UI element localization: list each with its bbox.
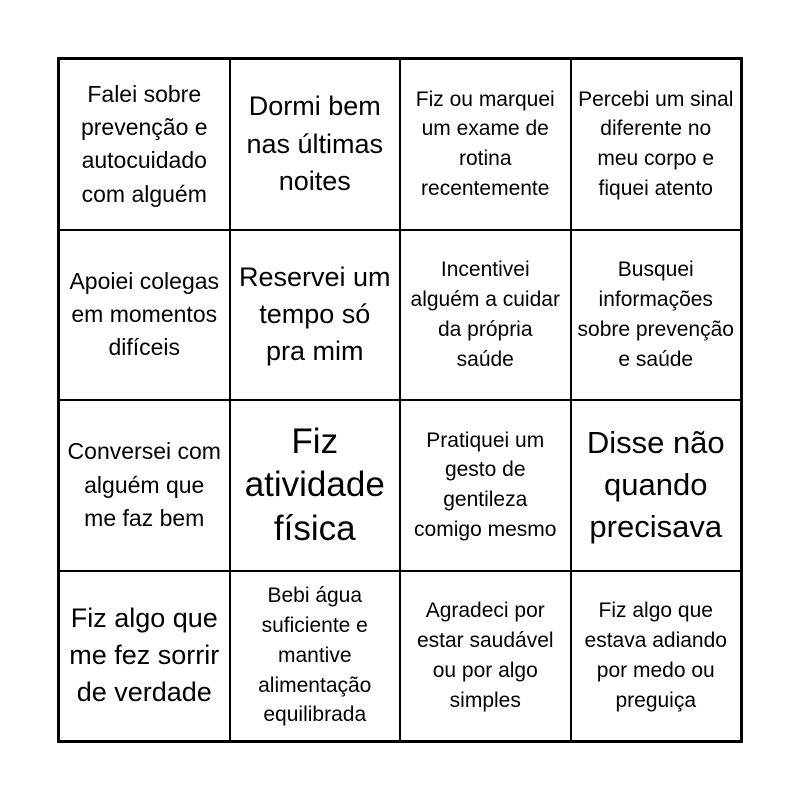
bingo-cell-8[interactable]: Busquei informações sobre prevenção e saúde: [571, 230, 742, 401]
bingo-cell-10[interactable]: Fiz atividade física: [230, 400, 401, 571]
bingo-cell-14[interactable]: Bebi água suficiente e mantive alimentação equilibrada: [230, 571, 401, 742]
bingo-cell-1[interactable]: Falei sobre prevenção e autocuidado com alguém: [59, 59, 230, 230]
bingo-cell-15[interactable]: Agradeci por estar saudável ou por algo simples: [400, 571, 571, 742]
bingo-cell-6[interactable]: Reservei um tempo só pra mim: [230, 230, 401, 401]
bingo-cell-11[interactable]: Pratiquei um gesto de gentileza comigo mesmo: [400, 400, 571, 571]
bingo-cell-13[interactable]: Fiz algo que me fez sorrir de verdade: [59, 571, 230, 742]
bingo-board: [57, 57, 743, 743]
bingo-cell-16[interactable]: Fiz algo que estava adiando por medo ou preguiça: [571, 571, 742, 742]
bingo-cell-7[interactable]: Incentivei alguém a cuidar da própria saúde: [400, 230, 571, 401]
bingo-cell-4[interactable]: Percebi um sinal diferente no meu corpo e fiquei atento: [571, 59, 742, 230]
bingo-cell-12[interactable]: Disse não quando precisava: [571, 400, 742, 571]
bingo-cell-2[interactable]: Dormi bem nas últimas noites: [230, 59, 401, 230]
bingo-cell-9[interactable]: Conversei com alguém que me faz bem: [59, 400, 230, 571]
bingo-cell-3[interactable]: Fiz ou marquei um exame de rotina recentemente: [400, 59, 571, 230]
bingo-cell-5[interactable]: Apoiei colegas em momentos difíceis: [59, 230, 230, 401]
